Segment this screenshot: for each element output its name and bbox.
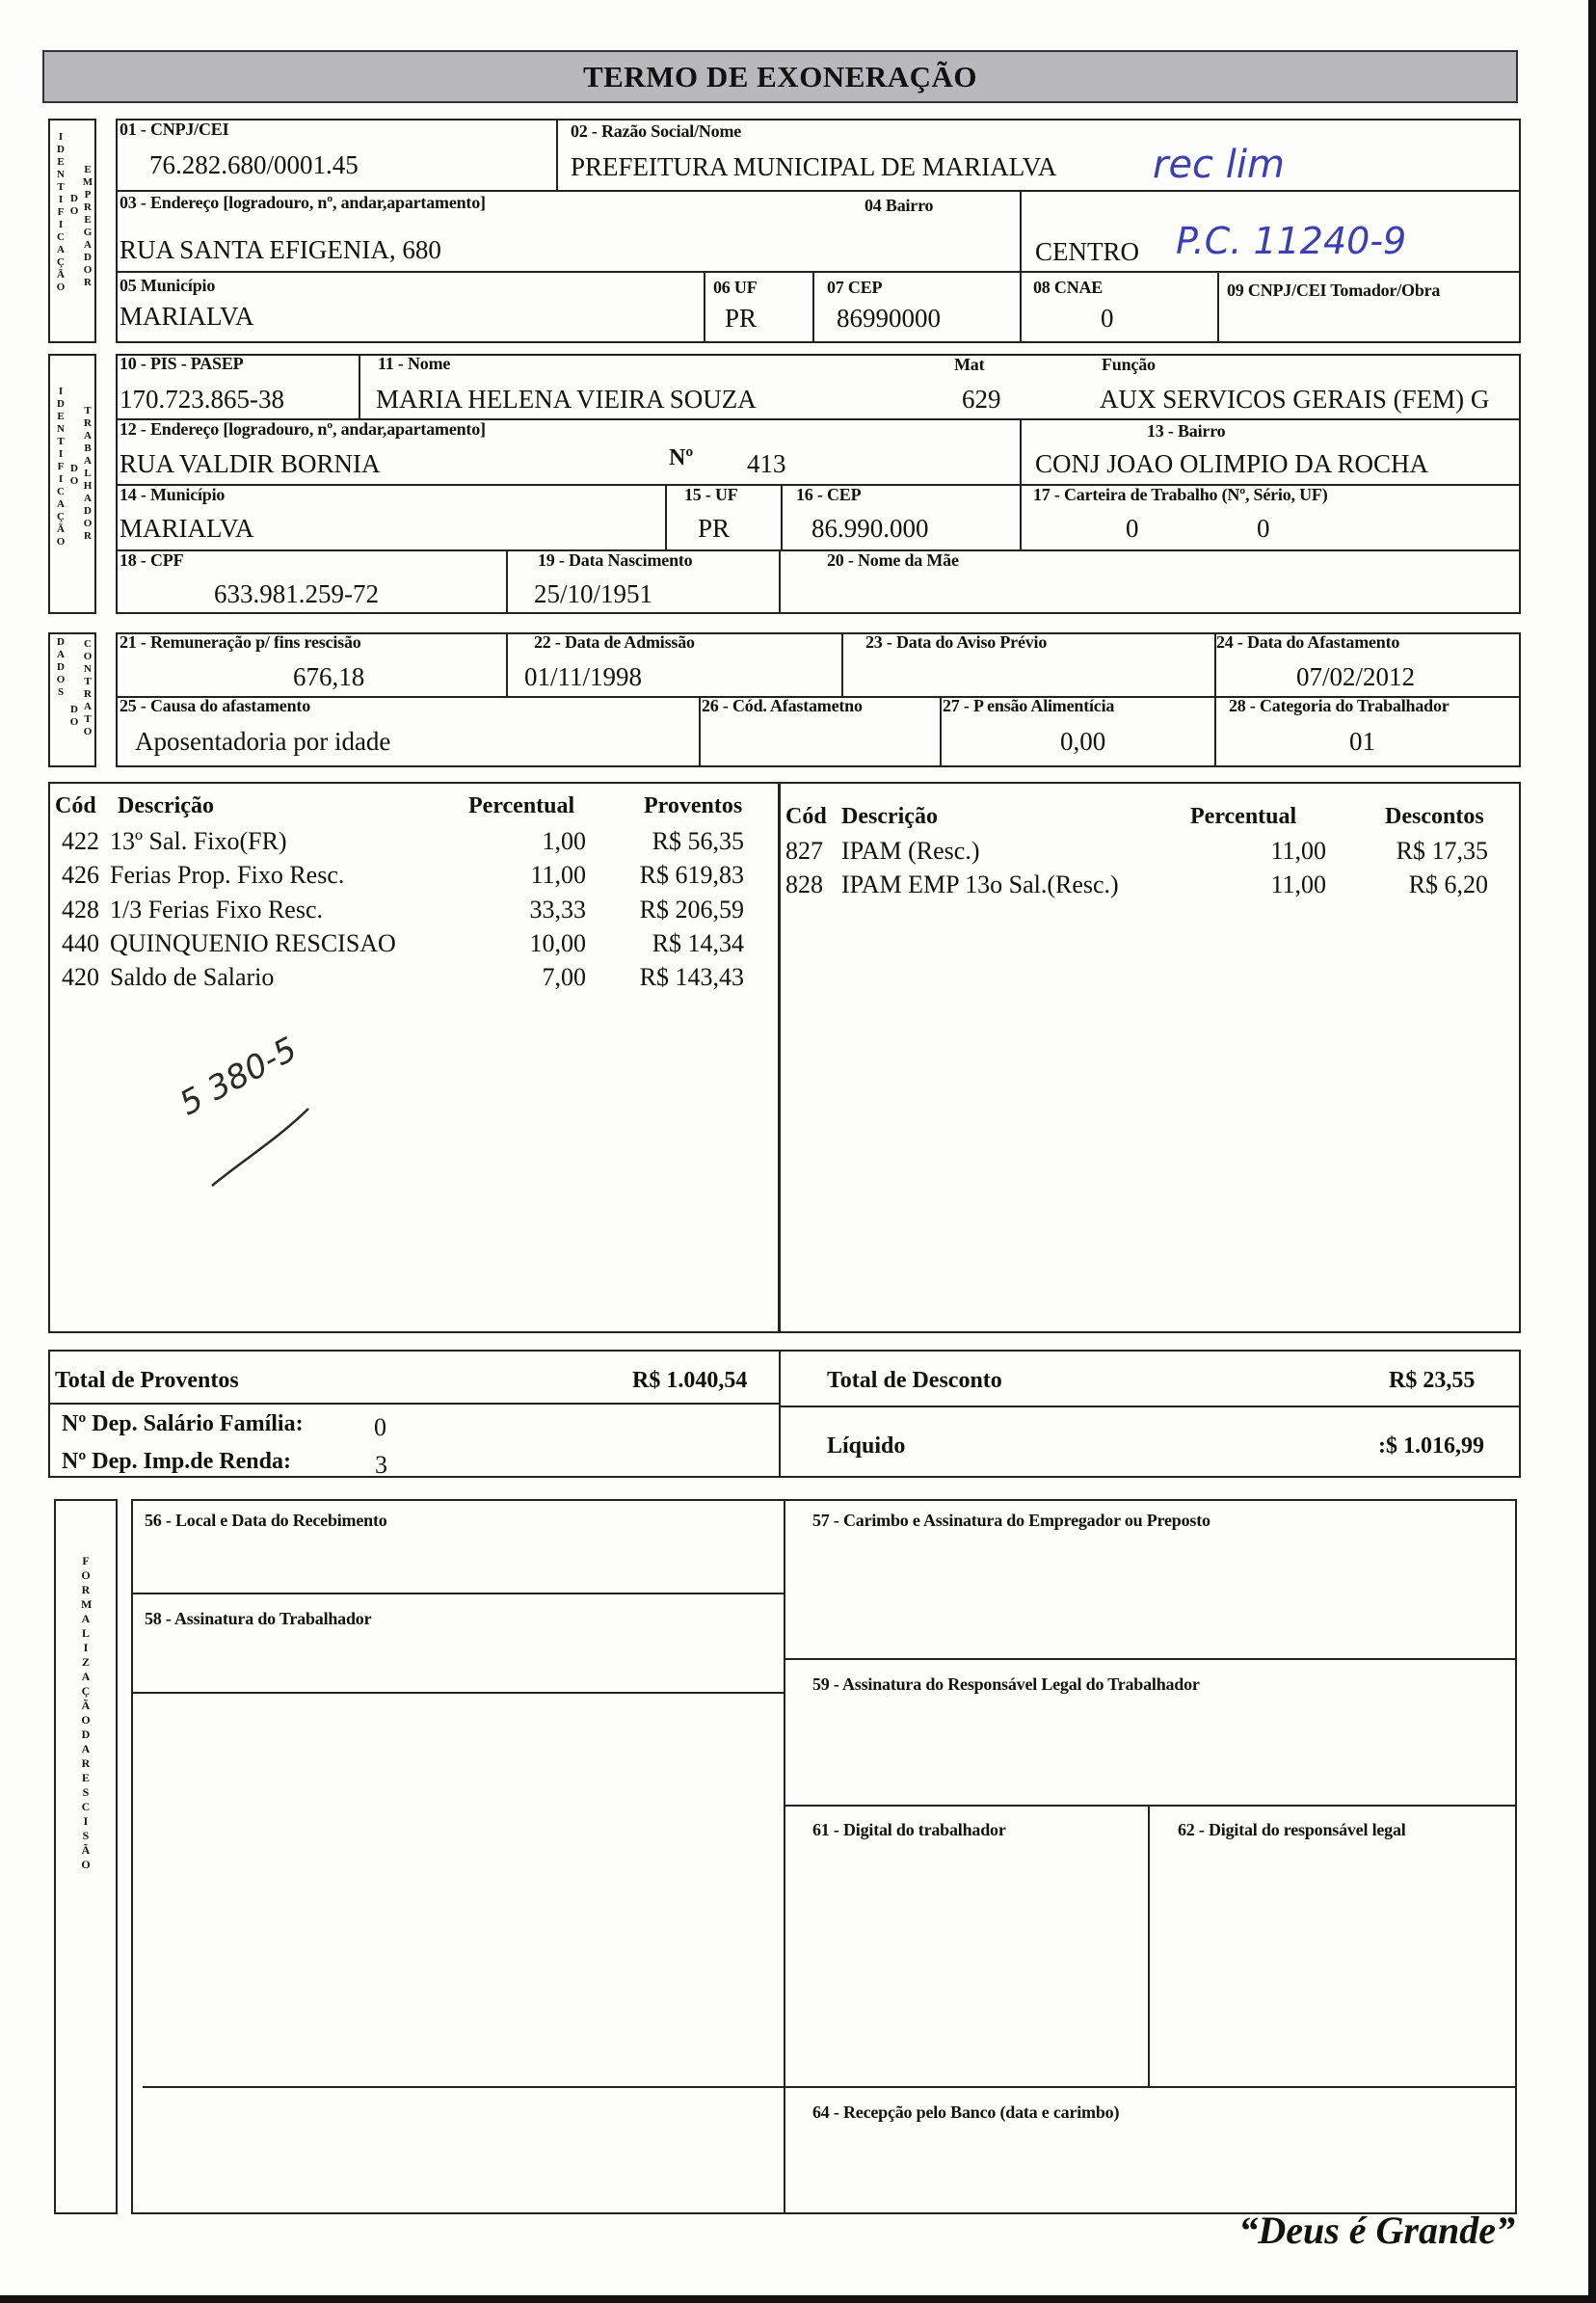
field-12-value: RUA VALDIR BORNIA [120,449,381,478]
field-22-value: 01/11/1998 [524,662,643,691]
field-03-value: RUA SANTA EFIGENIA, 680 [120,235,441,264]
field-25-value: Aposentadoria por idade [135,727,391,756]
numero-value: 413 [747,449,786,478]
field-27-label: 27 - P ensão Alimentícia [943,696,1115,715]
field-24-label: 24 - Data do Afastamento [1216,632,1400,652]
scan-edge-right [1588,0,1596,2303]
field-10-label: 10 - PIS - PASEP [120,354,244,373]
total-desconto-label: Total de Desconto [827,1368,1002,1393]
proventos-header-desc: Descrição [118,793,214,818]
proventos-cod: 440 [62,929,99,957]
field-04-value: CENTRO [1035,237,1139,266]
proventos-valor: R$ 56,35 [652,827,744,855]
field-06-label: 06 UF [713,278,758,297]
proventos-header-valor: Proventos [644,793,743,818]
proventos-header-perc: Percentual [468,793,575,818]
descontos-header-valor: Descontos [1385,804,1484,829]
field-18-label: 18 - CPF [120,550,184,570]
proventos-valor: R$ 143,43 [639,963,744,991]
dep-renda-label: Nº Dep. Imp.de Renda: [62,1449,291,1474]
field-64-label: 64 - Recepção pelo Banco (data e carimbo) [812,2102,1120,2122]
descontos-desc: IPAM (Resc.) [841,837,980,865]
motto: “Deus é Grande” [1238,2209,1515,2252]
proventos-perc: 11,00 [530,861,586,889]
field-22-label: 22 - Data de Admissão [534,632,695,652]
field-28-value: 01 [1349,727,1375,756]
dep-salario-value: 0 [374,1413,386,1441]
field-15-value: PR [698,514,731,543]
field-18-value: 633.981.259-72 [214,579,379,608]
side-label-empregador-c: E M P R E G A D O R [82,164,93,288]
descontos-cod: 828 [785,870,823,898]
field-13-label: 13 - Bairro [1147,421,1226,441]
handwritten-underline [164,1060,337,1195]
field-08-label: 08 CNAE [1033,278,1104,297]
handwritten-note-middle: 5 380-5 [164,1060,337,1195]
field-06-value: PR [725,304,758,333]
proventos-cod: 422 [62,827,99,855]
total-proventos-value: R$ 1.040,54 [632,1368,748,1393]
field-56-label: 56 - Local e Data do Recebimento [145,1511,387,1530]
document-title: TERMO DE EXONERAÇÃO [42,50,1518,103]
field-12-label: 12 - Endereço [logradouro, nº, andar,apartamento] [120,419,486,439]
field-25-label: 25 - Causa do afastamento [120,696,311,715]
field-07-value: 86990000 [837,304,941,333]
field-17-value-a: 0 [1126,514,1139,543]
field-62-label: 62 - Digital do responsável legal [1178,1820,1406,1839]
field-27-value: 0,00 [1060,727,1106,756]
field-07-label: 07 CEP [827,278,883,297]
field-03-label: 03 - Endereço [logradouro, nº, andar,apartamento] [120,193,486,212]
field-05-value: MARIALVA [120,302,254,331]
mat-label: Mat [954,355,985,374]
field-17-value-b: 0 [1257,514,1270,543]
field-14-label: 14 - Município [120,485,226,504]
field-19-label: 19 - Data Nascimento [538,550,693,570]
field-10-value: 170.723.865-38 [120,385,284,414]
side-label-trabalhador-b: D O [69,463,79,487]
proventos-valor: R$ 206,59 [639,896,744,924]
liquido-label: Líquido [827,1433,906,1459]
field-16-value: 86.990.000 [811,514,929,543]
field-09-label: 09 CNPJ/CEI Tomador/Obra [1227,281,1441,300]
side-label-formalizacao: F O R M A L I Z A Ç Ã O D A R E S C I S Ã O [81,1554,93,1871]
field-11-value: MARIA HELENA VIEIRA SOUZA [376,385,757,414]
proventos-perc: 33,33 [529,896,586,924]
mat-value: 629 [962,385,1001,414]
numero-label: Nº [669,445,694,470]
handwritten-note-top: rec lim [1153,143,1285,187]
descontos-perc: 11,00 [1270,870,1326,898]
side-label-contrato-b: D O [69,704,79,728]
field-15-label: 15 - UF [684,485,738,504]
field-01-value: 76.282.680/0001.45 [149,150,359,179]
proventos-desc: 13º Sal. Fixo(FR) [110,827,287,855]
funcao-value: AUX SERVICOS GERAIS (FEM) G [1100,385,1490,414]
descontos-perc: 11,00 [1270,837,1326,865]
proventos-desc: 1/3 Ferias Fixo Resc. [110,896,323,924]
side-label-empregador-b: D O [69,193,79,217]
total-desconto-value: R$ 23,55 [1389,1368,1476,1393]
field-21-value: 676,18 [293,662,365,691]
proventos-desc: Saldo de Salario [110,963,275,991]
field-26-label: 26 - Cód. Afastametno [702,696,863,715]
field-61-label: 61 - Digital do trabalhador [812,1820,1006,1839]
field-04-label: 04 Bairro [864,196,934,215]
descontos-valor: R$ 6,20 [1408,870,1488,898]
proventos-perc: 10,00 [529,929,586,957]
descontos-cod: 827 [785,837,823,865]
proventos-desc: Ferias Prop. Fixo Resc. [110,861,345,889]
field-08-value: 0 [1101,304,1114,333]
funcao-label: Função [1102,355,1156,374]
proventos-valor: R$ 619,83 [639,861,744,889]
field-19-value: 25/10/1951 [534,579,653,608]
field-05-label: 05 Município [120,276,216,295]
proventos-cod: 428 [62,896,99,924]
field-24-value: 07/02/2012 [1296,662,1416,691]
field-20-label: 20 - Nome da Mãe [827,550,959,570]
proventos-perc: 1,00 [542,827,586,855]
field-59-label: 59 - Assinatura do Responsável Legal do Trabalhador [812,1674,1200,1694]
descontos-header-perc: Percentual [1190,804,1297,829]
side-label-trabalhador-a: I D E N T I F I C A Ç Ã O [56,386,66,548]
side-label-empregador-a: I D E N T I F I C A Ç Ã O [56,131,66,293]
field-23-label: 23 - Data do Aviso Prévio [865,632,1048,652]
proventos-perc: 7,00 [542,963,586,991]
field-02-value: PREFEITURA MUNICIPAL DE MARIALVA [571,152,1057,181]
scan-edge-bottom [0,2295,1596,2303]
side-label-contrato-c: C O N T R A T O [83,638,93,737]
side-label-contrato-a: D A D O S [56,636,66,698]
field-02-label: 02 - Razão Social/Nome [571,121,742,141]
field-21-label: 21 - Remuneração p/ fins rescisão [120,632,361,652]
proventos-cod: 420 [62,963,99,991]
proventos-header-cod: Cód [55,793,96,818]
descontos-desc: IPAM EMP 13o Sal.(Resc.) [841,870,1119,898]
field-16-label: 16 - CEP [796,485,862,504]
liquido-value: :$ 1.016,99 [1378,1433,1484,1459]
total-proventos-label: Total de Proventos [55,1368,239,1393]
field-11-label: 11 - Nome [378,354,451,373]
field-17-label: 17 - Carteira de Trabalho (Nº, Sério, UF) [1033,485,1328,504]
proventos-valor: R$ 14,34 [652,929,744,957]
proventos-cod: 426 [62,861,99,889]
handwritten-note-protocol: P.C. 11240-9 [1176,220,1407,262]
side-label-trabalhador-c: T R A B A L H A D O R [83,405,93,542]
proventos-desc: QUINQUENIO RESCISAO [110,929,396,957]
field-14-value: MARIALVA [120,514,254,543]
descontos-valor: R$ 17,35 [1396,837,1488,865]
dep-salario-label: Nº Dep. Salário Família: [62,1411,304,1436]
field-57-label: 57 - Carimbo e Assinatura do Empregador ou Preposto [812,1511,1210,1530]
field-01-label: 01 - CNPJ/CEI [120,120,229,139]
descontos-header-desc: Descrição [841,804,938,829]
field-58-label: 58 - Assinatura do Trabalhador [145,1609,372,1628]
dep-renda-value: 3 [375,1451,387,1479]
field-13-value: CONJ JOAO OLIMPIO DA ROCHA [1035,449,1429,478]
field-28-label: 28 - Categoria do Trabalhador [1229,696,1450,715]
descontos-header-cod: Cód [785,804,827,829]
